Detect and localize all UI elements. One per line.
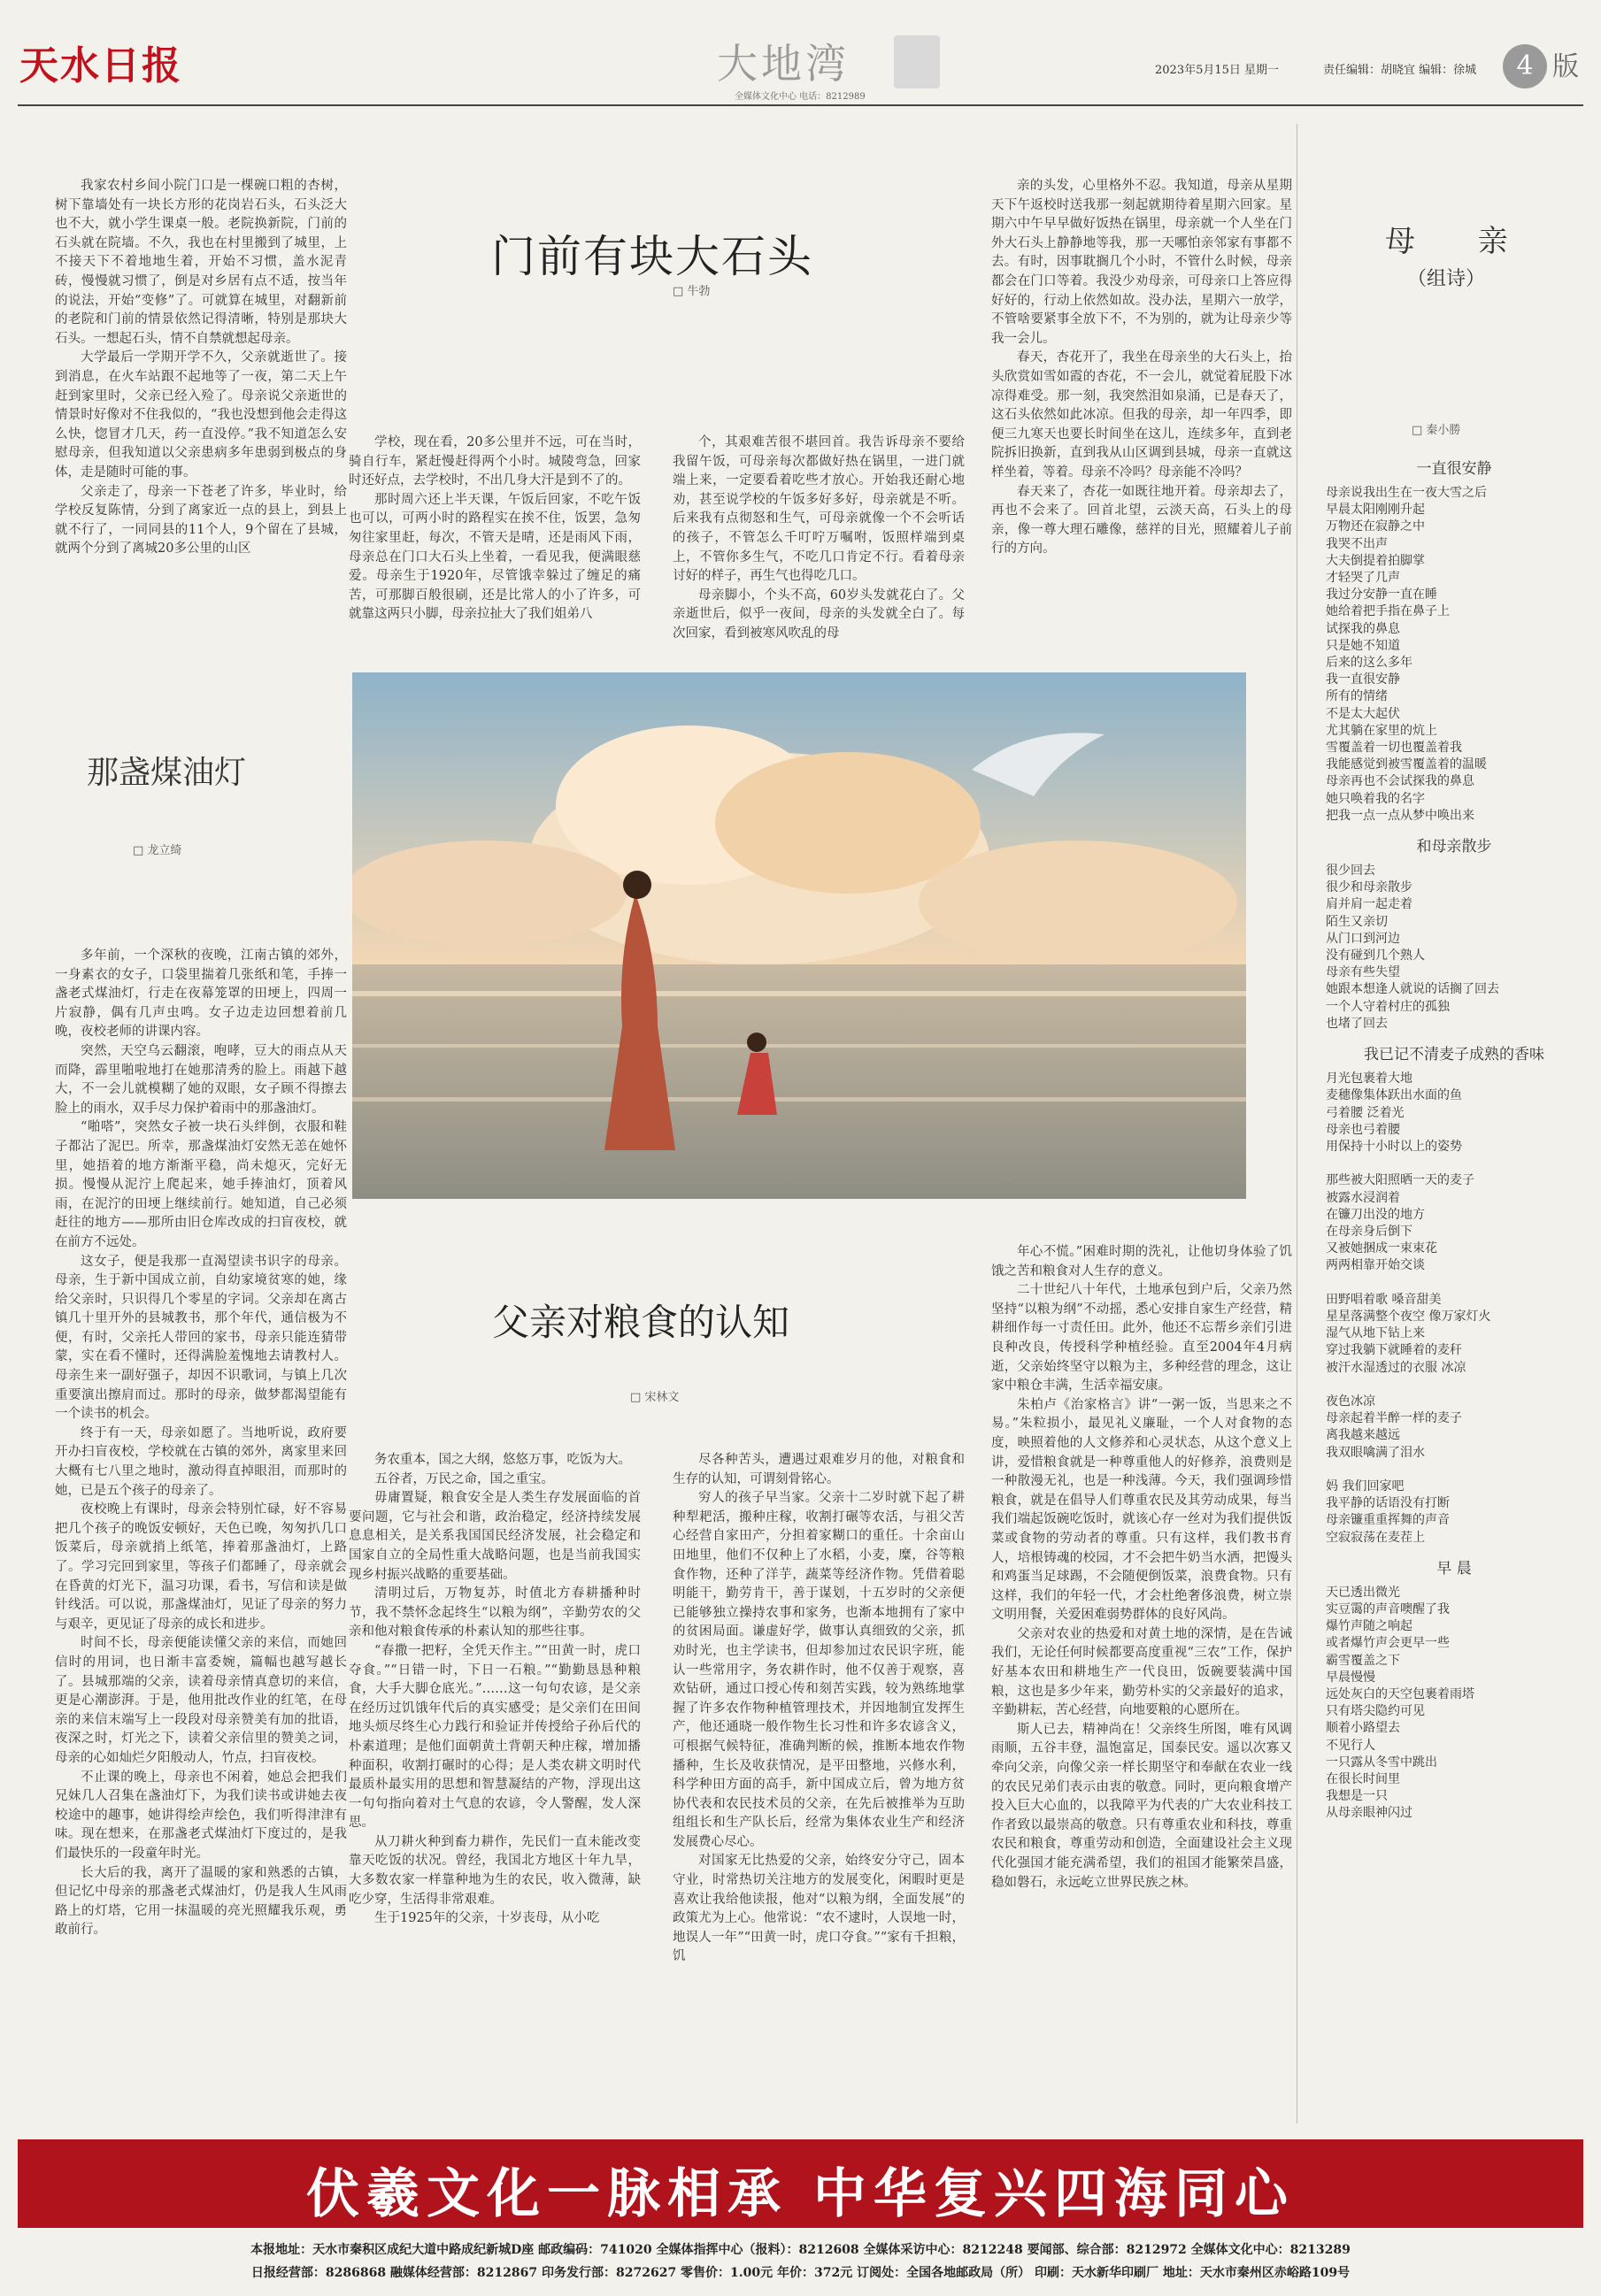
- paragraph: 五谷者，万民之命，国之重宝。: [374, 1471, 554, 1486]
- poem-line: 从门口到河边: [1326, 931, 1400, 946]
- poem-line: [1326, 1156, 1600, 1172]
- poem-line: 早晨太阳刚刚升起: [1326, 503, 1425, 518]
- article-grain-col2: [673, 1451, 965, 2128]
- poem-line: 又被她捆成一束束花: [1326, 1241, 1437, 1256]
- poem-line: 我双眼噙满了泪水: [1326, 1445, 1425, 1460]
- paragraph: 那时周六还上半天课，午饭后回家，不吃午饭也可以，可两小时的路程实在挨不住，饭罢，急匆匆往家里赶，每次，不管天是晴，还是雨风下雨，母亲总在门口大石头上坐着，一看见我，便满眼慈爱。母亲生于1920年，尽管饿幸躲过了缠足的痛苦，可那脚百般很刷，还是比常人的小了许多，可就靠这两只小脚，母亲拉扯大了我们姐弟八: [349, 492, 641, 622]
- poem-line: 那些被大阳照晒一天的麦子: [1326, 1173, 1474, 1188]
- poem-line: 穿过我躺下就睡着的麦秆: [1326, 1343, 1462, 1358]
- mother-daughter-illustration: [352, 672, 1246, 1199]
- editor-credit: 责任编辑：胡晓宜 编辑：徐城: [1323, 64, 1477, 77]
- poem-line: 母亲再也不会试探我的鼻息: [1326, 774, 1474, 789]
- poem-line: 在很长时间里: [1326, 1772, 1400, 1787]
- poem-heading: 一直很安静: [1416, 460, 1492, 478]
- issue-date: 2023年5月15日 星期一: [1155, 64, 1280, 77]
- poem-line: 我平静的话语没有打断: [1326, 1496, 1450, 1511]
- poem-line: 或者爆竹声会更早一些: [1326, 1636, 1450, 1651]
- poem-line: [1326, 1462, 1600, 1478]
- paragraph: 长大后的我，离开了温暖的家和熟悉的古镇，但记忆中母亲的那盏老式煤油灯，仍是我人生风雨路上的灯塔，它用一抹温暖的亮光照耀我乐观，勇敢前行。: [55, 1865, 347, 1938]
- poem-line: 湿气从地下钻上来: [1326, 1326, 1425, 1341]
- byline-grain: □ 宋林文: [630, 1391, 680, 1404]
- poem-line: 母亲也弓着腰: [1326, 1122, 1400, 1137]
- poem-line: 陌生又亲切: [1326, 914, 1388, 929]
- poem-line: 她跟本想逢人就说的话搁了回去: [1326, 982, 1499, 997]
- poem-line: 只有塔尖隐约可见: [1326, 1704, 1425, 1719]
- poem-line: 顺着小路望去: [1326, 1721, 1400, 1736]
- poem-line: 从母亲眼神闪过: [1326, 1806, 1412, 1821]
- poem-line: 星星落满整个夜空 像万家灯火: [1326, 1309, 1491, 1324]
- poem-line: 被汗水湿透过的衣服 冰凉: [1326, 1360, 1466, 1375]
- article-grain-col1: [349, 1451, 641, 2128]
- paragraph: 务农重本，国之大纲，悠悠万事，吃饭为大。: [374, 1453, 631, 1467]
- paragraph: 我家农村乡间小院门口是一棵碗口粗的杏树，树下靠墙处有一块长方形的花岗岩石头，石头泛大也不大，就小学生课桌一般。老院换新院，门前的石头就在院墙。不久，我也在村里搬到了城里，上不接天下不着地地生着，开始不习惯，盖水泥青砖，慢慢就习惯了，倒是对乡居有点不适，按当年的说法，开始“变修”了。可就算在城里，对翻新前的老院和门前的情景依然记得清晰，特别是那块大石头。一想起石头，情不自禁就想起母亲。: [55, 179, 347, 346]
- poem-line: 两两相靠开始交谈: [1326, 1258, 1425, 1273]
- article-lamp-col1: [55, 947, 347, 2128]
- poem-line: 母亲说我出生在一夜大雪之后: [1326, 486, 1487, 500]
- page-number: 4: [1503, 44, 1547, 88]
- poem-line: 尤其躺在家里的炕上: [1326, 723, 1437, 738]
- paragraph: 终于有一天，母亲如愿了。当地听说，政府要开办扫盲夜校，学校就在古镇的郊外，离家里来回大概有七八里之地时，激动得直掉眼泪，而那时的她，已是五个孩子的母亲了。: [55, 1425, 347, 1498]
- paragraph: 夜校晚上有课时，母亲会特别忙碌，好不容易把几个孩子的晚饭安顿好，天色已晚，匆匆扒几口饭菜后，母亲就捎上纸笔，捧着那盏油灯，上路了。学习完回到家里，等孩子们都睡了，母亲就会在昏黄的灯光下，温习功课，看书，写信和读是做针线活。可以说，那盏煤油灯，见证了母亲的努力与艰辛，更见证了母亲的成长和进步。: [55, 1502, 347, 1632]
- poem-line: 大夫倒提着拍脚掌: [1326, 553, 1425, 568]
- article-stone-col1: [55, 177, 347, 668]
- poem-line: 我能感觉到被雪覆盖着的温暖: [1326, 757, 1487, 772]
- poem-body: [1308, 863, 1600, 1033]
- poem-line: 爆竹声随之响起: [1326, 1619, 1412, 1634]
- poem-series-subtitle: （组诗）: [1407, 268, 1486, 290]
- article-grain-col3: [991, 1243, 1292, 2128]
- paragraph: 朱柏卢《治家格言》讲“一粥一饭，当思来之不易。”朱粒损小，最见礼义廉耻，一个人对食物的态度，映照着他的人文修养和心灵状态，从这个意义上讲，爱惜粮食就是一种尊重他人的好修养，浪费则是一种散漫无礼，也是一种浅薄。今天，我们强调珍惜粮食，就是在倡导人们尊重农民及其劳动成果，每当我们端起饭碗吃饭时，就该心存一丝对为我们提供饭菜或食物的劳动者的尊重。只有这样，我们教书育人，培根铸魂的校园，才不会把牛奶当水洒，把馒头和鸡蛋当足球踢，不会随便倒饭菜，浪费食物。只有这样，我们的年轻一代，才会杜绝奢侈浪费，树立崇文明用餐，关爱困难弱势群体的良好风尚。: [991, 1397, 1292, 1623]
- poem-line: 后来的这么多年: [1326, 656, 1412, 671]
- article-stone-col3: [673, 434, 965, 668]
- article-title-lamp: 那盏煤油灯: [87, 755, 247, 791]
- poem-heading: 早 晨: [1436, 1559, 1472, 1578]
- paragraph: 春天来了，杏花一如既往地开着。母亲却去了，再也不会来了。回首北望，云淡天高，石头上的母亲，像一尊大理石雕像，慈祥的目光，照耀着儿子前行的方向。: [991, 484, 1292, 557]
- paragraph: 不止课的晚上，母亲也不闲着，她总会把我们兄妹几人召集在盏油灯下，为我们读书或讲她去夜校途中的趣事，她讲得绘声绘色，我们听得津津有味。现在想来，在那盏老式煤油灯下度过的，是我们最快乐的一段童年时光。: [55, 1770, 347, 1861]
- paragraph: 大学最后一学期开学不久，父亲就逝世了。接到消息，在火车站跟不起地等了一夜，第二天上午赶到家里时，父亲已经入殓了。母亲说父亲逝世的情景时好像对不住我似的，“我也没想到他会走得这么快，惚冒才几天，药一直没停。”我不知道怎么安慰母亲，但我知道以父亲患病多年患弱到极点的身体，走是随时可能的事。: [55, 350, 347, 480]
- poem-line: 我想是一只: [1326, 1789, 1388, 1804]
- poem-line: 才轻哭了几声: [1326, 571, 1400, 586]
- slogan-text: 伏羲文化一脉相承 中华复兴四海同心: [306, 2163, 1295, 2225]
- paragraph: 春天，杏花开了，我坐在母亲坐的大石头上，抬头欣赏如雪如霞的杏花，不一会儿，就觉着屁股下冰凉得难受。那一刻，我突然泪如泉涌，已是春天了，这石头依然如此冰凉。但我的母亲，却一年四季，即便三九寒天也要长时间坐在这儿，连续多年，直到老院拆旧换新，直到我从山区调到县城，母亲一直就这样坐着，等着。母亲不冷吗？母亲能不冷吗？: [991, 350, 1292, 480]
- poem-line: 月光包裹着大地: [1326, 1071, 1412, 1087]
- article-title-stone: 门前有块大石头: [491, 231, 813, 282]
- paragraph: 毋庸置疑，粮食安全是人类生存发展面临的首要问题，它与社会和谐，政治稳定，经济持续发展息息相关，是关系我国国民经济发展，社会稳定和国家自立的全局性重大战略问题，也是当前我国实现乡村振兴战略的重要基础。: [349, 1491, 641, 1582]
- poem-line: 在母亲身后倒下: [1326, 1224, 1412, 1239]
- poem-line: 母亲起着半醉一样的麦子: [1326, 1411, 1462, 1426]
- poem-line: [1326, 1377, 1600, 1394]
- article-stone-col2: [349, 434, 641, 668]
- poem-line: 离我越来越远: [1326, 1428, 1400, 1443]
- footer-line-1: 本报地址：天水市秦积区成纪大道中路成纪新城D座 邮政编码：741020 全媒体指挥中心（报料）：8212608 全媒体采访中心：8212248 要闻部、综合部：8212972 全媒体文化中心：8213289: [250, 2243, 1351, 2257]
- paragraph: 个，其艰难苦很不堪回首。我告诉母亲不要给我留午饭，可母亲每次都做好热在锅里，一进门就端上来，一定要看着吃些才放心。开始我还耐心地劝，甚至说学校的午饭多好多好，母亲就是不听。后来我有点彻怒和生气，可母亲就像一个不会听话的孩子，不管怎么千叮咛万嘱咐，饭照样端到桌上，不管你多生气，不吃几口肯定不行。看着母亲讨好的样子，再生气也得吃几口。: [673, 435, 965, 584]
- paragraph: 父亲对农业的热爱和对黄土地的深情，是在告诫我们，无论任何时候都要高度重视“三农”工作，保护好基本农田和耕地生产一代良田，饭碗要装满中国粮，这也是多少年来，勤劳朴实的父亲最好的追求，辛勤耕耘，苦心经营，向地要粮的心愿所在。: [991, 1626, 1292, 1718]
- poem-line: 母亲镰重重挥舞的声音: [1326, 1513, 1450, 1528]
- paragraph: 尽各种苦头，遭遇过艰难岁月的他，对粮食和生存的认知，可谓刻骨铭心。: [673, 1453, 965, 1486]
- poem-heading: 我已记不清麦子成熟的香味: [1364, 1046, 1544, 1064]
- slogan-banner: [18, 2139, 1583, 2228]
- poem-line: 早晨慢慢: [1326, 1670, 1375, 1685]
- poem-line: 母亲有些失望: [1326, 965, 1400, 980]
- poem-line: 我哭不出声: [1326, 536, 1388, 551]
- paragraph: 突然，天空乌云翻滚，咆哮，豆大的雨点从天而降，霹里啪啦地打在她那清秀的脸上。雨越下越大，不一会儿就模糊了她的双眼，女子顾不得擦去脸上的雨水，双手尽力保护着雨中的那盏油灯。: [55, 1043, 347, 1116]
- poem-line: 霸雪覆盖之下: [1326, 1653, 1400, 1668]
- paragraph: 这女子，便是我那一直渴望读书识字的母亲。母亲，生于新中国成立前，自幼家境贫寒的她，缘给父亲时，只识得几个零星的字词。父亲却在离古镇几十里开外的县城教书，那个年代，通信极为不便，有时，父亲托人带回的家书，母亲只能连猜带蒙，实在看不懂时，还得满脸羞愧地去请教村人。母亲生来一副好强子，却因不识歌词，与镇上几次重要演出擦肩而过。那时的母亲，做梦都渴望能有一个读书的机会。: [55, 1254, 347, 1422]
- poem-line: 田野唱着歌 嗓音甜美: [1326, 1292, 1442, 1307]
- poem-line: 空寂寂荡在麦茬上: [1326, 1530, 1425, 1545]
- poem-line: 不见行人: [1326, 1738, 1375, 1753]
- poem-series-title: 母 亲: [1385, 224, 1535, 259]
- footer-line-2: 日报经营部：8286868 融媒体经营部：8212867 印务发行部：8272627 零售价：1.00元 年价：372元 订阅处：全国各地邮政局（所） 印刷：天水新华印刷厂 地址：天水市秦州区赤峪路109号: [250, 2266, 1351, 2280]
- poem-heading: 和母亲散步: [1416, 838, 1492, 856]
- byline-stone: □ 牛勃: [673, 285, 711, 298]
- poem-line: 被露水浸润着: [1326, 1190, 1400, 1205]
- poem-line: 我过分安静一直在睡: [1326, 587, 1437, 603]
- column-icon: [894, 35, 940, 88]
- poem-line: 一只露从冬雪中跳出: [1326, 1755, 1437, 1770]
- paragraph: 亲的头发，心里格外不忍。我知道，母亲从星期天下午返校时送我那一刻起就期待着星期六回家。星期六中午早早做好饭热在锅里，母亲就一个人坐在门外大石头上静静地等我，那一天哪怕亲邻家有事都不去。有时，因事耽搁几个小时，不管什么时候，母亲都会在门口等着。我没少劝母亲，可母亲口上答应得好好的，行动上依然如故。没办法，星期六一放学，不管啥要紧事全放下不，不为别的，就为让母亲少等我一会儿。: [991, 179, 1292, 346]
- newspaper-logo: 天水日报: [19, 43, 182, 88]
- poem-line: 不是太大起伏: [1326, 706, 1400, 721]
- poem-line: 天已透出微光: [1326, 1585, 1400, 1600]
- paragraph: 从刀耕火种到畜力耕作，先民们一直未能改变靠天吃饭的状况。曾经，我国北方地区十年九旱，大多数农家一样靠种地为生的农民，收入微薄，缺吃少穿，生活得非常艰难。: [349, 1834, 641, 1907]
- paragraph: 清明过后，万物复苏，时值北方春耕播种时节，我不禁怀念起终生“以粮为纲”，辛勤劳农的父亲和他对粮食传承的朴素认知的那些往事。: [349, 1586, 641, 1639]
- poem-body: [1308, 1071, 1600, 1547]
- poem-line: 很少回去: [1326, 864, 1375, 879]
- poem-line: 妈 我们回家吧: [1326, 1478, 1405, 1494]
- page-suffix: 版: [1552, 51, 1579, 82]
- poem-line: 弓着腰 泛着光: [1326, 1105, 1405, 1120]
- poem-line: 万物还在寂静之中: [1326, 519, 1425, 534]
- poem-line: 我一直很安静: [1326, 672, 1400, 687]
- poem-line: 一个人守着村庄的孤独: [1326, 999, 1450, 1014]
- paragraph: 二十世纪八十年代，土地承包到户后，父亲乃然坚持“以粮为纲”不动摇，悉心安排自家生产经营，精耕细作每一寸责任田。此外，他还不忘帮乡亲们引进良种改良，传授科学种植经验。直至2004年4月病逝，父亲始终坚守以粮为主，多种经营的理念，这让家中粮仓丰满，生活幸福安康。: [991, 1283, 1292, 1394]
- poem-line: 所有的情绪: [1326, 689, 1388, 704]
- paragraph: 多年前，一个深秋的夜晚，江南古镇的郊外，一身素衣的女子，口袋里揣着几张纸和笔，手捧一盏老式煤油灯，行走在夜幕笼罩的田埂上，四周一片寂静，偶有几声虫鸣。女子边走边回想着前几晚，夜校老师的讲课内容。: [55, 948, 347, 1040]
- header-rule: [18, 104, 1583, 106]
- poem-line: 把我一点一点从梦中唤出来: [1326, 808, 1474, 823]
- poem-line: 麦穗像集体跃出水面的鱼: [1326, 1088, 1462, 1103]
- poem-body: [1308, 485, 1600, 825]
- column-sub: 全媒体文化中心 电话：8212989: [735, 92, 866, 102]
- poem-line: 很少和母亲散步: [1326, 880, 1412, 895]
- poem-line: 只是她不知道: [1326, 638, 1400, 653]
- poem-line: 她只唤着我的名字: [1326, 791, 1425, 806]
- article-stone-col4: [991, 177, 1292, 668]
- poem-line: 也堵了回去: [1326, 1016, 1388, 1031]
- paragraph: 年心不慌。”困难时期的洗礼，让他切身体验了饥饿之苦和粮食对人生存的意义。: [991, 1245, 1292, 1279]
- poem-line: 试探我的鼻息: [1326, 621, 1400, 636]
- poem-sections: [1308, 447, 1600, 2123]
- paragraph: “春撒一把籽，全凭天作主。”“田黄一时，虎口夺食。”“日错一时，下日一石粮。”“勤勤恳恳种粮食，大手大脚仓底光。”……这一句句农谚，是父亲在经历过饥饿年代后的真实感受；是父亲们在田间地头烦尽终生心力践行和验证并传授给子孙后代的朴素道理；是他们面朝黄土背朝天种庄稼，增加播种面积，收割打碾时的心得；是人类农耕文明时代最质朴最实用的思想和智慧凝结的产物，浮现出这一句句指向着对土气息的农谚，令人警醒，发人深思。: [349, 1643, 641, 1831]
- article-title-grain: 父亲对粮食的认知: [492, 1301, 790, 1344]
- poem-line: 她给着把手指在鼻子上: [1326, 604, 1450, 619]
- poem-line: 实豆霭的声音噢醒了我: [1326, 1601, 1450, 1616]
- poem-line: 没有碰到几个熟人: [1326, 948, 1425, 964]
- paragraph: 时间不长，母亲便能读懂父亲的来信，而她回信时的用词，也日渐丰富委婉，篇幅也越写越长了。县城那端的父亲，读着母亲情真意切的来信，更是心潮澎湃。于是，他用批改作业的红笔，在母亲的来信末端写上一段段对母亲赞美有加的批语，夜深之时，灯光之下，读着父亲信里的赞美之词，母亲的心如灿烂夕阳般动人，竹点，扫盲夜校。: [55, 1636, 347, 1765]
- poem-line: 肩并肩一起走着: [1326, 897, 1412, 912]
- column-name: 大地湾: [717, 40, 850, 88]
- byline-lamp: □ 龙立绮: [133, 844, 182, 857]
- paragraph: 对国家无比热爱的父亲，始终安分守己，固本守业，时常热切关注地方的发展变化，闲暇时更是喜欢让我给他读报，他对“以粮为纲，全面发展”的政策尤为上心。他常说：“农不逮时，人误地一时，地误人一年”“田黄一时，虎口夺食。”“家有千担粮，饥: [673, 1854, 965, 1964]
- paragraph: 生于1925年的父亲，十岁丧母，从小吃: [374, 1911, 600, 1926]
- poem-line: 夜色冰凉: [1326, 1394, 1375, 1409]
- paragraph: 穷人的孩子早当家。父亲十二岁时就下起了耕种犁耙活，搬种庄稼，收割打碾等农活，与祖父苦心经营自家田产，分担着家糊口的重任。十余亩山田地里，他们不仅种上了水稻，小麦，糜，谷等粮食作物，还种了洋芋，蔬菜等经济作物。凭借着聪明能干，勤劳肯干，善于谋划，十五岁时的父亲便已能够独立操持农事和家务，也渐本地拥有了家中的贫困局面。谦虚好学，做事认真细致的父亲，抓劝时光，也主学读书，但却参加过农民识字班，能认一些常用字，务农耕作时，他不仅善于观察，喜欢钻研，通过口授心传和刻苦实践，较为熟练地掌握了许多农作物种植管理技术，并因地制宜发挥生产，他还通晓一般作物生长习性和许多农谚含义，可根据气候特征，准确判断的候，推断本地农作物播种，生长及收获情况，是平田整地，兴修水利，科学种田方面的高手，新中国成立后，曾为地方贫协代表和农民技术员的父亲，在先后被推举为互助组组长和生产队长后，经常为集体农业生产和经济发展费心尽心。: [673, 1491, 965, 1849]
- paragraph: 斯人已去，精神尚在！父亲终生所图，唯有风调雨顺，五谷丰登，温饱富足，国泰民安。遥以次寡又牵向父亲，向像父亲一样长期坚守和奉献在农业一线的农民兄弟们表示由衷的敬意。同时，更向粮食增产投入巨大心血的，以我障平为代表的广大农业科技工作者致以最崇高的敬意。只有尊重农业和科技，尊重农民和粮食，尊重劳动和创造，全面建设社会主义现代化强国才能充满希望，我们的祖国才能繁荣昌盛，稳如磐石，永远屹立世界民族之林。: [991, 1722, 1292, 1890]
- poem-line: [1326, 1275, 1600, 1292]
- byline-poems: □ 秦小勝: [1412, 424, 1461, 437]
- poem-body: [1308, 1585, 1600, 1823]
- paragraph: 母亲脚小，个头不高，60岁头发就花白了。父亲逝世后，似乎一夜间，母亲的头发就全白了。每次回家，看到被寒风吹乱的母: [673, 587, 965, 641]
- poem-line: 远处灰白的天空包裹着雨塔: [1326, 1687, 1474, 1701]
- paragraph: 父亲走了，母亲一下苍老了许多，毕业时，给学校反复陈情，分到了离家近一点的县上，到县上就不行了，一同同县的11个人，9个留在了县城，就两个分到了离城20多公里的山区: [55, 484, 347, 557]
- poem-line: 雪覆盖着一切也覆盖着我: [1326, 741, 1462, 756]
- paragraph: “啪嗒”，突然女子被一块石头绊倒，衣服和鞋子都沾了泥巴。所幸，那盏煤油灯安然无恙在她怀里，她捂着的地方渐渐平稳，尚未熄灭，完好无损。慢慢从泥泞上爬起来，她手捧油灯，顶着风雨，在泥泞的田埂上继续前行。她知道，自己必须赶往的地方——那所由旧仓库改成的扫盲夜校，就在前方不远处。: [55, 1120, 347, 1249]
- paragraph: 学校，现在看，20多公里并不远，可在当时，骑自行车，紧赶慢赶得两个小时。城陵弯急，回家时还好点，去学校时，不出几身大汗是到不了的。: [349, 435, 641, 488]
- poem-line: 在镰刀出没的地方: [1326, 1207, 1425, 1222]
- poem-line: 用保持十小时以上的姿势: [1326, 1139, 1462, 1154]
